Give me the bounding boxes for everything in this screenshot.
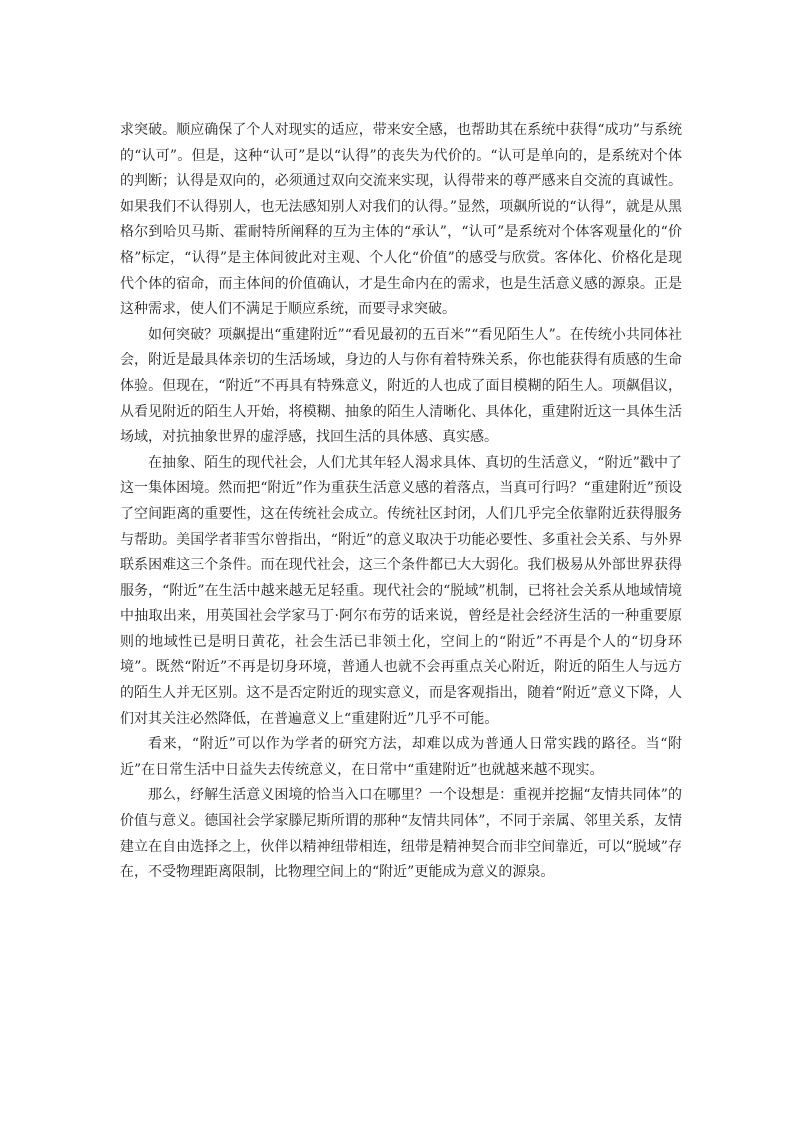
article-body xyxy=(120,118,682,886)
paragraph-how-to-break-through: 如何突破？项飙提出“重建附近”“看见最初的五百米”“看见陌生人”。在传统小共同体社会，附近是最具体亲切的生活场域，身边的人与你有着特殊关系，你也能获得有质感的生命体验。但现在，“附近”不再具有特殊意义，附近的人也成了面目模糊的陌生人。项飙倡议，从看见附近的陌生人开始，将模糊、抽象的陌生人清晰化、具体化，重建附近这一具体生活场域，对抗抽象世界的虚浮感，找回生活的具体感、真实感。 xyxy=(120,326,682,446)
paragraph-friendship-community: 那么，纾解生活意义困境的恰当入口在哪里？一个设想是：重视并挖掘“友情共同体”的价值与意义。德国社会学家滕尼斯所谓的那种“友情共同体”，不同于亲属、邻里关系，友情建立在自由选择之上，伙伴以精神纽带相连，纽带是精神契合而非空间靠近，可以“脱域”存在，不受物理距离限制，比物理空间上的“附近”更能成为意义的源泉。 xyxy=(120,787,682,881)
paragraph-abstract-society: 在抽象、陌生的现代社会，人们尤其年轻人渴求具体、真切的生活意义，“附近”戳中了这一集体困境。然而把“附近”作为重获生活意义感的着落点，当真可行吗？“重建附近”预设了空间距离的重要性，这在传统社会成立。传统社区封闭，人们几乎完全依靠附近获得服务与帮助。美国学者菲雪尔曾指出，“附近”的意义取决于功能必要性、多重社会关系、与外界联系困难这三个条件。而在现代社会，这三个条件都已大大弱化。我们极易从外部世界获得服务，“附近”在生活中越来越无足轻重。现代社会的“脱域”机制，已将社会关系从地域情境中抽取出来，用英国社会学家马丁·阿尔布劳的话来说，曾经是社会经济生活的一种重要原则的地域性已是明日黄花，社会生活已非领土化，空间上的“附近”不再是个人的“切身环境”。既然“附近”不再是切身环境，普通人也就不会再重点关心附近，附近的陌生人与远方的陌生人并无区别。这不是否定附近的现实意义，而是客观指出，随着“附近”意义下降，人们对其关注必然降低，在普遍意义上“重建附近”几乎不可能。 xyxy=(120,454,682,727)
paragraph-continued: 求突破。顺应确保了个人对现实的适应，带来安全感，也帮助其在系统中获得“成功”与系统的“认可”。但是，这种“认可”是以“认得”的丧失为代价的。“认可是单向的，是系统对个体的判断；认得是双向的，必须通过双向交流来实现，认得带来的尊严感来自交流的真诚性。如果我们不认得别人，也无法感知别人对我们的认得。”显然，项飙所说的“认得”，就是从黑格尔到哈贝马斯、霍耐特所阐释的互为主体的“承认”，“认可”是系统对个体客观量化的“价格”标定，“认得”是主体间彼此对主观、个人化“价值”的感受与欣赏。客体化、价格化是现代个体的宿命，而主体间的价值确认，才是生命内在的需求，也是生活意义感的源泉。正是这种需求，使人们不满足于顺应系统，而要寻求突破。 xyxy=(120,122,682,318)
paragraph-research-method: 看来，“附近”可以作为学者的研究方法，却难以成为普通人日常实践的路径。当“附近”在日常生活中日益失去传统意义，在日常中“重建附近”也就越来越不现实。 xyxy=(120,736,682,778)
